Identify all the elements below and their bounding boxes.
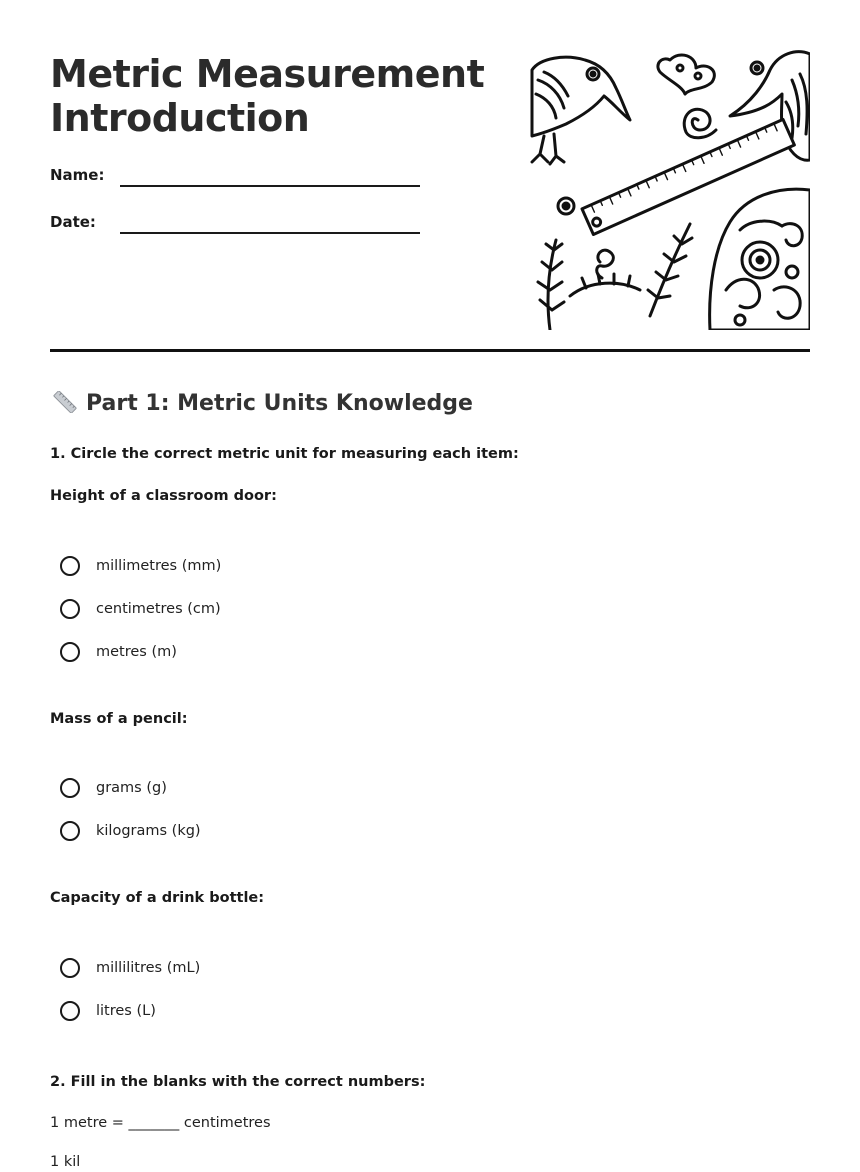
option-label: metres (m) <box>96 644 177 660</box>
date-line[interactable] <box>120 232 420 234</box>
date-field[interactable] <box>50 212 420 242</box>
option-metres[interactable] <box>60 639 177 665</box>
option-label: grams (g) <box>96 780 167 796</box>
option-label: litres (L) <box>96 1003 156 1019</box>
measurement-illustration <box>530 50 810 330</box>
radio-circle[interactable] <box>60 642 80 662</box>
option-kilograms[interactable] <box>60 818 201 844</box>
patterned-creature-icon <box>710 189 810 330</box>
name-label: Name: <box>50 166 105 184</box>
option-label: millimetres (mm) <box>96 558 222 574</box>
name-field[interactable] <box>50 165 420 195</box>
page-title <box>50 52 490 140</box>
header-divider <box>50 349 810 352</box>
title-line-1: Metric Measurement <box>50 52 485 96</box>
worksheet-page <box>50 0 810 1170</box>
prompt-bottle-capacity: Capacity of a drink bottle: <box>50 890 265 906</box>
question-2: 2. Fill in the blanks with the correct numbers: <box>50 1074 426 1090</box>
ruler-icon <box>50 391 80 413</box>
fill-item-metre[interactable]: 1 metre = _______ centimetres <box>50 1115 271 1131</box>
option-label: kilograms (kg) <box>96 823 201 839</box>
option-label: millilitres (mL) <box>96 960 201 976</box>
option-grams[interactable] <box>60 775 167 801</box>
left-bird-icon <box>532 57 630 164</box>
name-line[interactable] <box>120 185 420 187</box>
part1-heading <box>50 388 473 420</box>
option-label: centimetres (cm) <box>96 601 221 617</box>
part1-heading-text: Part 1: Metric Units Knowledge <box>86 391 473 416</box>
prompt-door-height: Height of a classroom door: <box>50 488 277 504</box>
option-centimetres[interactable] <box>60 596 221 622</box>
fern-icon <box>538 224 692 330</box>
title-line-2: Introduction <box>50 96 310 140</box>
fill-item-kilo[interactable]: 1 kil <box>50 1154 81 1170</box>
radio-circle[interactable] <box>60 821 80 841</box>
radio-circle[interactable] <box>60 778 80 798</box>
question-1: 1. Circle the correct metric unit for measuring each item: <box>50 446 519 462</box>
radio-circle[interactable] <box>60 556 80 576</box>
radio-circle[interactable] <box>60 958 80 978</box>
option-millilitres[interactable] <box>60 955 200 981</box>
spiral-icon <box>684 109 716 138</box>
flower-icon <box>658 55 714 94</box>
prompt-pencil-mass: Mass of a pencil: <box>50 711 188 727</box>
radio-circle[interactable] <box>60 599 80 619</box>
option-litres[interactable] <box>60 998 156 1024</box>
radio-circle[interactable] <box>60 1001 80 1021</box>
date-label: Date: <box>50 213 96 231</box>
option-millimetres[interactable] <box>60 553 221 579</box>
